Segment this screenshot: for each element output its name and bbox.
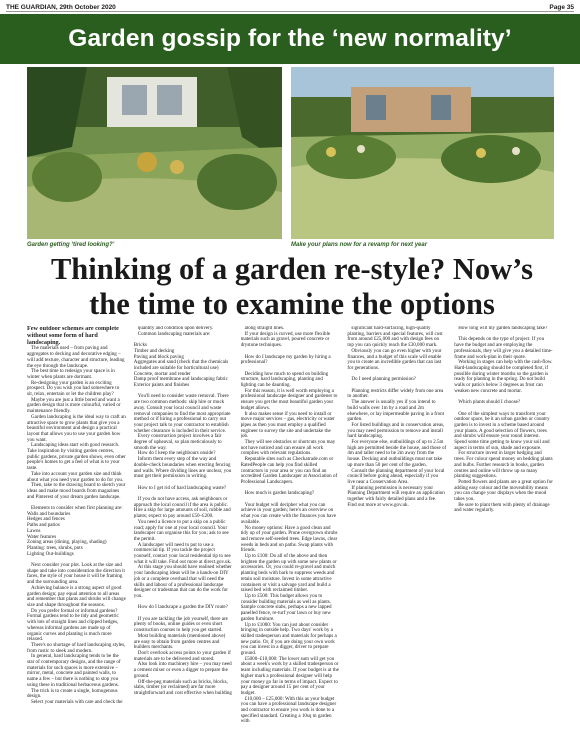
paragraph: Your budget will decipher what you can achieve in your garden; here's an overview on what you can create with the finances you have available.	[240, 501, 337, 525]
paragraph: Don't overlook access points to your garden if materials are to be delivered and stored.	[133, 649, 231, 662]
paragraph: How much is garden landscaping?	[244, 490, 315, 497]
paragraph: Planning restricts differ widely from one area to another.	[347, 387, 444, 400]
paragraph: along straight lines.	[244, 326, 285, 331]
paragraph: You need a licence to put a skip on a public road; apply for one at your local council. Your landscaper can organise this for you; ask to see the permit.	[133, 518, 229, 542]
paragraph: The best time to redesign your space is in winter when plants are dormant.	[27, 368, 115, 380]
paragraph: Reputable sites such as Checkatrade.com or RatedPeople can help you find skilled contractors in your area or you can find an accredited Garden Landscaper at Association of Professional Landscapers.	[240, 456, 338, 485]
paragraph: Potted flowers and plants are a great option for adding easy colour and the moveability means you can change your displays when the mood takes you.	[454, 478, 553, 503]
paragraph: If planning permission is necessary your Planning Department will require an application together with fairly detailed plans and a fee. Find out more at www.gov.uk.	[347, 484, 445, 508]
paragraph: £5000–£10,000: The lower sum will get you about a week's work by a skilled tradesperson or team including materials. If your budget is at the higher mark a professional designer will help your money go far in terms of impact. Expect to pay a designer around 15 per cent of your budget.	[240, 655, 339, 696]
paragraph: Also look into machinery hire – you may need a cement mixer or even a digger to prepare the ground.	[133, 661, 232, 679]
column-4	[347, 326, 553, 733]
paragraph: Timber and decking	[133, 347, 175, 354]
paragraph: This depends on the type of project. If you have the budget and are employing the professionals, they will give you a detailed time-frame and work-plan in their quote.	[454, 336, 553, 360]
paragraph: Most building materials (mentioned above) are easy to obtain from garden centres and builders merchants.	[133, 632, 226, 651]
masthead-date: THE GUARDIAN, 29th October 2020	[6, 3, 116, 11]
paragraph: How long will my garden landscaping take?	[458, 326, 548, 331]
column-3	[241, 326, 340, 733]
paragraph: Be sure to plant them with plenty of drainage and water regularly.	[454, 501, 550, 514]
paragraph: Concrete, mortar and render	[133, 370, 191, 377]
paragraph: Next consider your plot. Look at the size and shape and take into consideration the direction it faces, the style of your house it will be framing and the surrounding area.	[27, 562, 125, 586]
article-headline: Thinking of a garden re-style? Now’s the time to examine the options	[50, 252, 534, 321]
paragraph: Bricks	[133, 342, 147, 349]
paragraph: Planting: trees, shrubs, pots	[27, 544, 83, 551]
paragraph: Garden landscaping is the ideal way to craft an attractive space to grow plants that give you a beautiful environment and design a practical layout that allows you to use your garden how you want.	[27, 413, 126, 443]
column-1	[27, 326, 126, 733]
paragraph: At this stage you should have realised whether your landscaping ideas will be a hands-on DIY job or a complete overhaul that will need the skills and labour of a professional landscape designer or tradesman that can do the work for you.	[133, 564, 232, 599]
paragraph: Deciding how much to spend on building structure, hard landscaping, planting and lighting can be daunting.	[240, 370, 329, 388]
paragraph: The materials used – from paving and aggregates to decking and decorative edging – will add texture, character and structure, leading the eye through the landscape.	[27, 345, 125, 369]
paragraph: How do I landscape my garden by hiring a professional?	[240, 353, 331, 366]
paragraph: There's no shortage of hard landscaping styles, from rustic to sleek and modern.	[27, 641, 126, 654]
paragraph: Paving and block paving	[133, 353, 184, 360]
paragraph: How do I keep the neighbours onside?	[137, 450, 216, 457]
paragraph: Take into account your garden size and think about what you need your garden to do for you.	[27, 470, 124, 483]
paragraph: In general, hard landscaping tends to be the star of contemporary designs, and the range of materials for such spaces is more extensive – mirror, metal, concrete and painted walls, to name a few – but there is nothing to stop you using these in traditional herbaceous gardens.	[27, 653, 121, 688]
paragraph: For listed buildings and in conservation areas, you may need permission to remove and install hard landscaping.	[347, 421, 445, 440]
paragraph: significant hard-surfacing, high-quality planting, barriers and special features, will cost from around £25,000 and with design fees on top you can quickly reach the £30,000 mark.	[347, 326, 443, 349]
paragraph: The trick is to create a single, homogenous design.	[27, 687, 118, 700]
paragraph: Lawns	[27, 527, 41, 534]
paragraph: Inform them every step of the way and double-check boundaries when erecting fencing and walls. Where dividing lines are unclear, you must get their permission in writing.	[133, 456, 232, 480]
paragraph: For this reason, it is well worth employing a professional landscape designer and gardener to ensure you get the most beautiful garden your budget allows.	[240, 387, 338, 411]
paragraph: One of the simplest ways to transform your outdoor space, be it an urban garden or country garden is to invest in a scheme based around your plants. A good selection of flowers, trees and shrubs will ensure year round interest. Spend some time getting to know your soil and aspect in terms of sun, shade and exposure.	[454, 410, 550, 451]
paragraph: Landscaping ideas start with good research. Take inspiration by visiting garden centres, public gardens, private garden shows, even other people's homes to get a feel of what is to your taste.	[27, 442, 126, 472]
paragraph: Up to £100: Do all of the above and then brighten the garden up with some new plants or accessories. Or, you could re-gravel and mulch planting beds with bark to suppress weeds and retain soil moisture. Invest in some attractive containers or visit a salvage yard and build a raised bed with reclaimed timber.	[240, 553, 337, 594]
paragraph: Paths and patios	[27, 522, 60, 529]
column-2	[134, 326, 233, 733]
paragraph: If your design is curved, use more flexible materials such as gravel, poured concrete or drystone techniques.	[240, 330, 331, 349]
paragraph: Obviously you can go even higher with your finances, and a budget of this scale will enable you to create an incredible garden that can last for generations.	[347, 347, 442, 371]
paragraph: Few outdoor schemes are complete without some form of hard landscaping.	[27, 326, 119, 346]
caption-right: Make your plans now for a revamp for next year	[291, 242, 428, 248]
paragraph: Then, take to the drawing board to sketch your ideas and make mood boards from magazines and Pinterest of your dream garden landscape.	[27, 482, 126, 500]
paragraph: Off-the-peg materials such as bricks, blocks, slabs, timber (or reclaimed) are far more straightforward and cost effective when building	[133, 678, 232, 696]
paragraph: For structure invest in larger hedging and trees. For colour spend money on bedding plants and bulbs. Further research in books, garden centres and online will throw up so many planting suggestions.	[454, 450, 553, 480]
paragraph: Which plants should I choose?	[458, 399, 521, 406]
paragraph: For everyone else, outbuildings of up to 2.5m high are permitted beside the house, and those of 4m and taller need to be 2m away from the house. Decking and outbuildings must not take up more than 50 per cent of the garden.	[347, 439, 447, 468]
paragraph: Working in stages can help with the cash-flow. Hard-landscaping should be completed first, if possible during winter months so the garden is ready for planting in the spring. Do not build walls or patio's below 3 degrees as frost can weaken new concrete and mortar.	[454, 359, 553, 394]
paragraph: Exterior paints and finishes	[133, 382, 190, 389]
paragraph: Achieving balance is a strong aspect of good garden design; pay equal attention to all areas and remember that plants and shrubs will change size and shape throughout the seasons.	[27, 584, 126, 608]
paragraph: Elements to consider when first planning are:	[31, 505, 123, 512]
paragraph: Water features	[27, 533, 57, 540]
paragraph: Aggregates and sand (check that the chemicals included are suitable for horticultural use)	[133, 359, 229, 371]
banner-title: Garden gossip for the ‘new normality’	[68, 25, 512, 52]
paragraph: If you are tackling the job yourself, there are plenty of books, online guides or even short construction courses to help you get started.	[133, 615, 228, 634]
paragraph: Up to £500: This budget allows you to consider building materials as well as plants. Sample concrete slabs, perhaps a new lapped panelled fence, re-turf your lawn or buy new garden furniture.	[240, 592, 332, 622]
paragraph: Select your materials with care and check the	[31, 698, 123, 705]
paragraph: How do I landscape a garden the DIY route?	[137, 604, 228, 611]
paragraph: How to I get rid of hard landscaping waste?	[137, 484, 227, 491]
paragraph: Consult the planning department of your local council before going ahead, especially if you live near a Conservation Area.	[347, 467, 445, 485]
caption-left: Garden getting ‘tired looking?’	[27, 242, 115, 248]
paragraph: Do I need planning permission?	[351, 376, 416, 383]
paragraph: It also makes sense if you need to install or move major services – gas, electricity or water pipes as then you must employ a qualified engineer to survey the site and undertake the job.	[240, 410, 335, 440]
paragraph: A landscaper will need to put to use a commercial tip. If you tackle the project yourself, contact your local residential tip to see what it will take. Find out more at direct.gov.uk.	[133, 541, 232, 565]
paragraph: Re-designing your garden is an exciting prospect. Do you wish you had somewhere to sit, relax, entertain or let the children play?	[27, 379, 120, 398]
paragraph: If you do not have access, ask neighbours or approach the local council if the area is public. Hire a skip for large amounts of soil, rubble and plants; expect to pay around £50–£200.	[133, 496, 231, 520]
paragraph: Every construction project involves a fair degree of upheaval, so plan meticulously to smooth the way.	[133, 433, 222, 451]
paragraph: The answer is usually yes if you intend to build walls over 1m by a road and 2m elsewhere, or lay impermeable paving in a front garden.	[347, 399, 445, 423]
section-banner	[0, 14, 580, 64]
paragraph: Zoning areas (dining, playing, shading)	[27, 539, 107, 546]
garden-photo-right	[291, 67, 554, 239]
paragraph: They will see obstacles or shortcuts you may not have noticed and can ensure all work complies with relevant regulations.	[240, 439, 336, 457]
page-number: Page 35	[549, 3, 574, 11]
paragraph: Maybe you are just a little bored and want a garden design that is more colourful, varied or maintenance friendly.	[27, 396, 121, 415]
paragraph: No money options: Have a good clean and tidy up of your garden. Prune overgrown shrubs and remove self-seeded trees. Edge lawns, clear weeds in beds and on paths. Swap plants with friends.	[240, 524, 338, 554]
paragraph: Common landscaping materials are:	[137, 330, 211, 337]
paragraph: Damp proof membrane and landscaping fabric	[133, 376, 228, 383]
paragraph: Do you prefer formal or informal gardens? Formal gardens tend to be tidy and geometric with lots of straight lines and clipped hedges, whereas informal gardens are made up of organic curves and planting is much more relaxed.	[27, 607, 119, 643]
masthead	[6, 3, 574, 12]
paragraph: Lighting Out-buildings	[27, 550, 74, 557]
article-body	[27, 326, 553, 733]
paragraph: quantity and condition upon delivery.	[137, 326, 214, 331]
garden-photo-left	[27, 67, 282, 239]
paragraph: Up to £1000: You can just about consider bringing in outside help. Two days' work by a skilled tradesperson and materials for perhaps a new patio. Or, if you are doing your own work you can invest in a digger, driver to prepare ground.	[240, 621, 337, 657]
paragraph: Hedges and fences	[27, 516, 65, 523]
paragraph: Walls and boundaries	[27, 510, 71, 517]
paragraph: £10,000 – £25,000: With this as your budget you can have a professional landscape designer and contractor to ensure you work is done to a specified standard. Creating a 10sq m garden with	[240, 695, 337, 725]
paragraph: You'll need to consider waste removal. There are two common methods: skip hire or muck away. Consult your local council and waste removal companies to find the most appropriate method or if hiring a professional to carry out your project talk to your contractor to establish whether clearance is included in their service.	[133, 393, 231, 434]
